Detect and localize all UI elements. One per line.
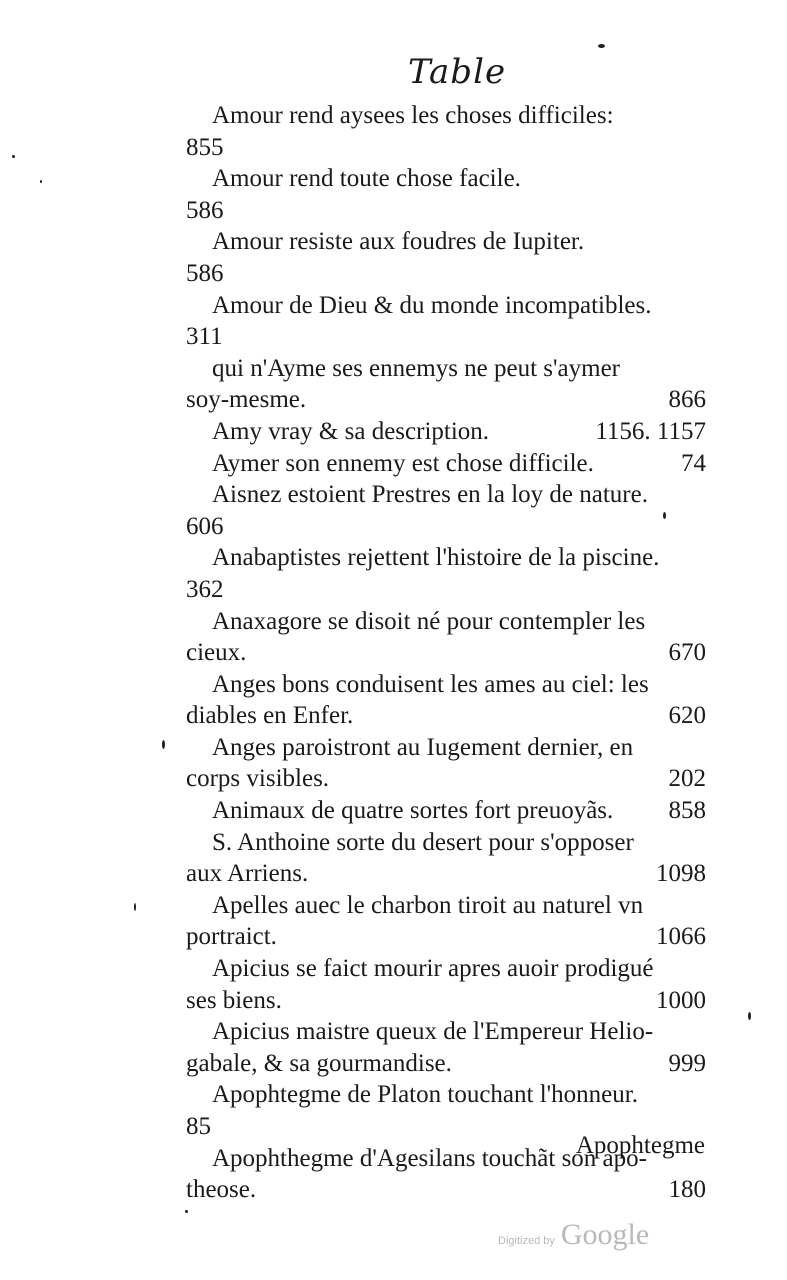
entry-text: Anaxagore se disoit né pour contempler les — [212, 607, 646, 635]
entry-text: diables en Enfer. — [186, 702, 354, 730]
entry-page-number: 1066 — [656, 923, 706, 951]
entry-line — [186, 669, 706, 701]
entry-page-number: 1000 — [656, 986, 706, 1014]
entry-line — [186, 732, 706, 764]
index-entry — [186, 953, 706, 1016]
entry-line — [186, 448, 706, 480]
entry-text: Apicius se faict mourir apres auoir prodigué — [212, 955, 654, 983]
entry-text: Amy vray & sa description. — [212, 417, 490, 445]
index-entry — [186, 542, 706, 605]
index-entry — [186, 416, 706, 448]
entry-text: Amour rend aysees les choses difficiles: — [212, 102, 614, 129]
entry-page-number: 74 — [681, 449, 706, 477]
entry-text: theose. — [186, 1176, 257, 1204]
entry-page-number: 999 — [668, 1049, 706, 1077]
entry-continuation — [186, 763, 706, 795]
digitized-by-watermark — [498, 1218, 649, 1252]
index-entry — [186, 890, 706, 953]
entry-line — [186, 795, 706, 827]
running-head: Table — [408, 52, 507, 92]
entry-line — [186, 827, 706, 859]
index-entry — [186, 479, 706, 542]
ink-speck — [598, 44, 605, 48]
index-entry — [186, 795, 706, 827]
entry-continuation — [186, 1048, 706, 1080]
entry-text: qui n'Ayme ses ennemys ne peut s'aymer — [212, 354, 621, 382]
entry-continuation — [186, 637, 706, 669]
entry-text: Amour resiste aux foudres de Iupiter. — [212, 228, 585, 256]
entry-text: Anges bons conduisent les ames au ciel: les — [212, 670, 649, 698]
catchword: Apophtegme — [575, 1132, 705, 1159]
entry-text: ses biens. — [186, 986, 282, 1014]
entry-line — [186, 163, 706, 195]
entry-text: Apophthegme d'Agesilans touchãt son apo- — [212, 1144, 647, 1172]
entry-line — [186, 1016, 706, 1048]
index-entry — [186, 100, 706, 163]
entry-continuation — [186, 985, 706, 1017]
entry-text: portraict. — [186, 923, 277, 951]
index-entry — [186, 669, 706, 732]
ink-speck — [162, 740, 165, 749]
entry-text: 606 — [186, 512, 224, 540]
entry-line — [186, 100, 706, 132]
entry-text: Apelles auec le charbon tiroit au naturel vn — [212, 891, 644, 919]
ink-speck — [40, 180, 42, 183]
ink-speck — [748, 1012, 751, 1020]
ink-speck — [12, 155, 15, 158]
entry-page-number: 620 — [668, 702, 706, 730]
entry-continuation — [186, 195, 706, 227]
ink-speck — [134, 903, 136, 911]
entry-page-number: 202 — [668, 765, 706, 793]
entry-continuation — [186, 1174, 706, 1206]
entry-line — [186, 606, 706, 638]
index-entry — [186, 606, 706, 669]
entry-text: 85 — [186, 1113, 211, 1140]
entry-text: Aisnez estoient Prestres en la loy de nature. — [212, 481, 648, 509]
entry-continuation — [186, 921, 706, 953]
entry-text: 586 — [186, 196, 224, 224]
ink-speck — [185, 1210, 188, 1213]
index-entry — [186, 163, 706, 226]
entry-continuation — [186, 511, 706, 543]
entry-page-number: 858 — [668, 797, 706, 825]
entry-text: soy-mesme. — [186, 386, 307, 414]
entry-text: Amour de Dieu & du monde incompatibles. — [212, 291, 652, 319]
entry-page-number: 1156. 1157 — [595, 417, 706, 445]
entry-text: Anabaptistes rejettent l'histoire de la piscine. — [212, 544, 660, 572]
entry-text: Anges paroistront au Iugement dernier, en — [212, 733, 634, 761]
entry-text: cieux. — [186, 639, 247, 667]
index-entry — [186, 290, 706, 353]
index-entry — [186, 353, 706, 416]
entry-line — [186, 290, 706, 322]
entry-page-number: 866 — [668, 386, 706, 414]
entry-continuation — [186, 321, 706, 353]
entry-page-number: 180 — [668, 1176, 706, 1204]
entry-text: Apophtegme de Platon touchant l'honneur. — [212, 1081, 638, 1109]
entry-line — [186, 416, 706, 448]
entry-text: Animaux de quatre sortes fort preuoyãs. — [212, 797, 614, 825]
entry-text: aux Arriens. — [186, 860, 309, 888]
entry-line — [186, 890, 706, 922]
entry-page-number: 1098 — [656, 860, 706, 888]
entry-text: 362 — [186, 575, 224, 603]
ink-speck — [663, 512, 666, 519]
entry-continuation — [186, 700, 706, 732]
entry-text: 855 — [186, 133, 224, 161]
entry-line — [186, 1079, 706, 1111]
entry-line — [186, 226, 706, 258]
entry-text: S. Anthoine sorte du desert pour s'opposer — [212, 828, 634, 856]
index-entry — [186, 448, 706, 480]
entry-text: Aymer son ennemy est chose difficile. — [212, 449, 594, 477]
entry-text: 586 — [186, 259, 224, 287]
entry-text: Apicius maistre queux de l'Empereur Helio- — [212, 1018, 654, 1046]
entry-page-number: 670 — [668, 639, 706, 667]
watermark-prefix: Digitized by — [498, 1235, 555, 1247]
entry-continuation — [186, 384, 706, 416]
entry-continuation — [186, 132, 706, 164]
entry-continuation — [186, 858, 706, 890]
entry-line — [186, 953, 706, 985]
google-logo: Google — [560, 1218, 650, 1251]
index-entry — [186, 732, 706, 795]
entry-continuation — [186, 574, 706, 606]
index-entry — [186, 827, 706, 890]
index-entries — [186, 100, 706, 1206]
entry-line — [186, 479, 706, 511]
index-entry — [186, 1016, 706, 1079]
entry-text: corps visibles. — [186, 765, 330, 793]
entry-text: Amour rend toute chose facile. — [212, 165, 521, 193]
entry-line — [186, 542, 706, 574]
entry-text: gabale, & sa gourmandise. — [186, 1049, 452, 1077]
entry-line — [186, 353, 706, 385]
index-entry — [186, 226, 706, 289]
entry-continuation — [186, 258, 706, 290]
entry-text: 311 — [186, 323, 223, 351]
